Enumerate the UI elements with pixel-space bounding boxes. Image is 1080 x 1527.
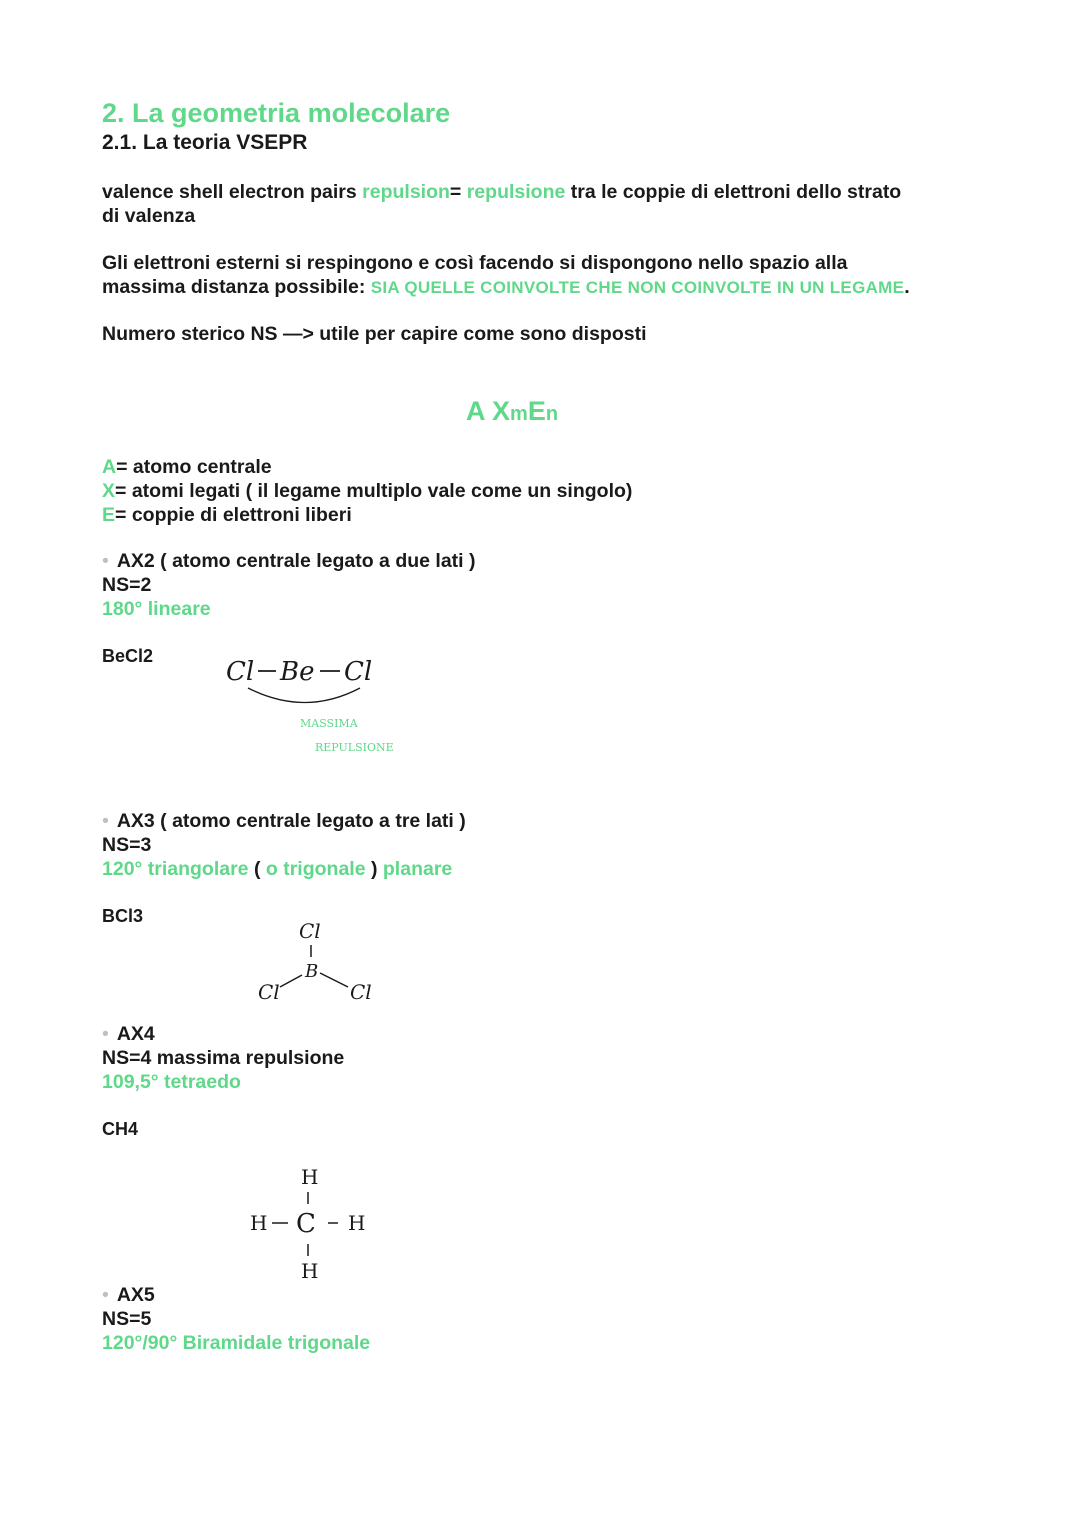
ax3-geometry-part: planare — [382, 858, 453, 880]
ax3-geometry-part: 120° triangolare — [102, 858, 249, 880]
ch4-structure-drawing — [240, 1160, 380, 1285]
ax3-label-row — [102, 809, 466, 833]
repulsion-arc — [248, 688, 360, 703]
legend-letter: A — [102, 456, 117, 478]
ch4-center-c: C — [296, 1209, 316, 1239]
definition-line-2: di valenza — [102, 205, 196, 227]
bullet-icon: • — [102, 550, 109, 572]
bcl3-bond-left — [280, 975, 302, 987]
legend-letter: E — [102, 504, 116, 526]
ax4-label: AX4 — [116, 1023, 155, 1045]
becl2-left-cl: Cl — [226, 657, 255, 687]
ax2-label: AX2 ( atomo centrale legato a due lati ) — [116, 550, 476, 572]
ax5-geometry: 120°/90° Biramidale trigonale — [102, 1332, 371, 1354]
becl2-center-be: Be — [280, 657, 315, 687]
legend-item-x — [102, 479, 632, 503]
ax3-paren: ) — [365, 858, 383, 880]
legend-text: = atomo centrale — [116, 456, 272, 478]
ax5-label: AX5 — [116, 1284, 155, 1306]
bcl3-structure-drawing — [250, 915, 390, 1010]
repulsion-line-2: massima distanza possibile: — [102, 276, 371, 298]
formula-x: X — [492, 396, 511, 426]
legend-text: = coppie di elettroni liberi — [115, 504, 352, 526]
ch4-left-h: H — [250, 1211, 268, 1235]
ax3-ns: NS=3 — [102, 834, 152, 856]
bcl3-left-cl: Cl — [258, 980, 280, 1004]
axmen-formula — [466, 396, 558, 427]
bullet-icon: • — [102, 810, 109, 832]
ax3-geometry-part: o trigonale — [265, 858, 366, 880]
ax3-molecule: BCl3 — [102, 906, 144, 926]
ax5-ns: NS=5 — [102, 1308, 152, 1330]
repulsion-note-2: REPULSIONE — [315, 741, 394, 754]
ax3-label: AX3 ( atomo centrale legato a tre lati ) — [116, 810, 466, 832]
ax2-label-row — [102, 549, 476, 573]
steric-number-line: Numero sterico NS —> utile per capire come sono disposti — [102, 323, 647, 345]
ax2-geometry: 180° lineare — [102, 598, 211, 620]
ax4-molecule: CH4 — [102, 1119, 139, 1139]
bullet-icon: • — [102, 1284, 109, 1306]
electron-repulsion-paragraph — [102, 251, 1002, 300]
legend-text: = atomi legati ( il legame multiplo vale come un singolo) — [115, 480, 633, 502]
ax3-geometry — [102, 857, 466, 881]
ax5-section — [102, 1283, 370, 1355]
formula-a: A — [466, 396, 485, 426]
section-title: 2. La geometria molecolare — [102, 98, 451, 128]
ax3-section — [102, 809, 466, 881]
formula-m: m — [510, 403, 528, 425]
bcl3-bond-right — [320, 973, 348, 987]
ch4-bottom-h: H — [301, 1259, 319, 1283]
formula-n: n — [545, 403, 559, 425]
ax5-label-row — [102, 1283, 370, 1307]
repulsion-period: . — [904, 276, 910, 298]
ax3-paren: ( — [248, 858, 266, 880]
legend-item-a — [102, 455, 632, 479]
bcl3-top-cl: Cl — [299, 919, 321, 943]
formula-e: E — [527, 396, 546, 426]
vsepr-definition — [102, 180, 1002, 228]
repulsion-caps-note: SIA QUELLE COINVOLTE CHE NON COINVOLTE IN UN LEGAME — [370, 278, 905, 297]
ax4-section — [102, 1022, 344, 1094]
ch4-top-h: H — [301, 1165, 319, 1189]
ch4-right-h: H — [348, 1211, 366, 1235]
ax4-geometry: 109,5° tetraedo — [102, 1071, 241, 1093]
bullet-icon: • — [102, 1023, 109, 1045]
definition-text-2: tra le coppie di elettroni dello strato — [565, 181, 902, 203]
definition-green-repulsion: repulsion — [362, 181, 450, 203]
ax2-molecule: BeCl2 — [102, 646, 154, 666]
ax2-ns: NS=2 — [102, 574, 152, 596]
repulsion-note-1: MASSIMA — [300, 717, 358, 730]
legend-item-e — [102, 503, 632, 527]
bcl3-center-b: B — [305, 961, 319, 982]
formula-legend — [102, 455, 632, 527]
definition-text: valence shell electron pairs — [102, 181, 363, 203]
definition-equals: = — [449, 181, 467, 203]
legend-letter: X — [102, 480, 116, 502]
bcl3-right-cl: Cl — [350, 980, 372, 1004]
repulsion-line-1: Gli elettroni esterni si respingono e così facendo si dispongono nello spazio alla — [102, 252, 848, 274]
section-subtitle: 2.1. La teoria VSEPR — [102, 131, 308, 154]
ax4-ns: NS=4 massima repulsione — [102, 1047, 345, 1069]
ax4-label-row — [102, 1022, 344, 1046]
becl2-structure-drawing — [220, 645, 420, 760]
definition-green-repulsione: repulsione — [466, 181, 566, 203]
becl2-right-cl: Cl — [344, 657, 373, 687]
ax2-section — [102, 549, 476, 621]
